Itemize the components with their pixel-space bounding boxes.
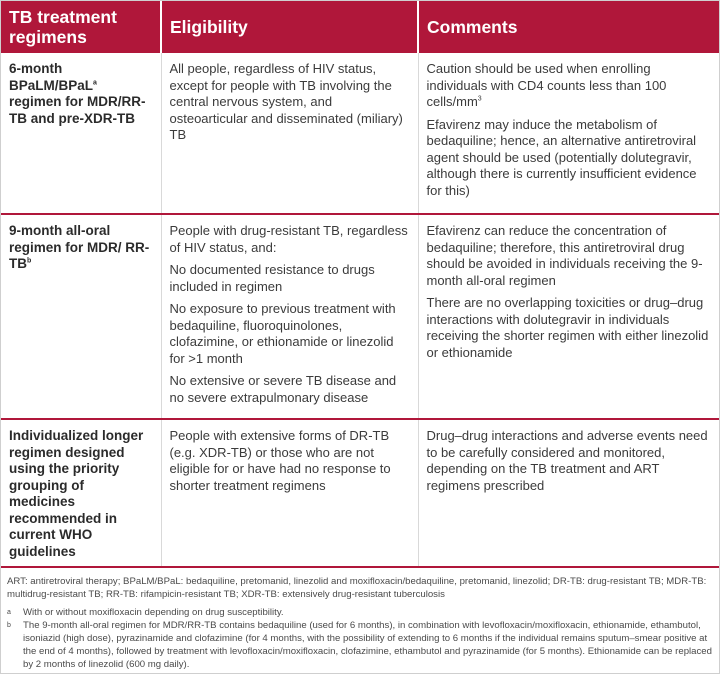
comments-cell: [418, 214, 719, 419]
eligibility-cell: [161, 419, 418, 566]
regimen-cell: [1, 419, 161, 566]
regimen-name: 9-month all-oral regimen for MDR/ RR-TB: [9, 223, 150, 271]
comment-text: Drug–drug interactions and adverse events need to be carefully considered and monitored, depending on the TB treatment and ART regimens prescribed: [426, 428, 708, 493]
table-row: [1, 53, 719, 214]
header-eligibility: Eligibility: [161, 1, 418, 53]
footnote-marker: b: [27, 257, 32, 265]
header-regimens: TB treatment regimens: [1, 1, 161, 53]
footnote: [7, 620, 713, 671]
footnote-mark: a: [7, 608, 11, 616]
comments-cell: [418, 419, 719, 566]
eligibility-text: All people, regardless of HIV status, except for people with TB involving the central nervous system, and osteoarticular and disseminated (miliary) TB: [169, 61, 403, 142]
comment-text: Efavirenz can reduce the concentration of bedaquiline; therefore, this antiretroviral drug should be avoided in individuals receiving the 9-month all-oral regimen: [426, 223, 703, 288]
footnote-mark: b: [7, 622, 11, 630]
comment-text: There are no overlapping toxicities or drug–drug interactions with dolutegravir in individuals receiving the shorter regimen with either linezolid or ethionamide: [426, 295, 709, 360]
regimen-cell: [1, 214, 161, 419]
footnote-text: The 9-month all-oral regimen for MDR/RR-TB contains bedaquiline (used for 6 months), in combination with levofloxacin/moxifloxacin, ethionamide, ethambutol, isoniazid (high dose), pyrazinamide and clofazimine (for 4 months, with the possibility of extending to 6 months if the individual remains sputum–smear positive at the end of 4 months), followed by treatment with levofloxacin/moxifloxacin, clofazimine, ethambutol and pyrazinamide (for 5 months). Ethionamide can be replaced by 2 months of linezolid (600 mg daily).: [23, 620, 712, 670]
regimen-table: [1, 1, 719, 566]
table-row: [1, 419, 719, 566]
comments-cell: [418, 53, 719, 214]
eligibility-text: No extensive or severe TB disease and no severe extrapulmonary disease: [169, 373, 397, 405]
table-notes: [1, 568, 719, 672]
regimen-name-rest: regimen for MDR/RR-TB and pre-XDR-TB: [9, 94, 146, 126]
table-row: [1, 214, 719, 419]
eligibility-text: No exposure to previous treatment with bedaquiline, fluoroquinolones, clofazimine, or ethionamide or linezolid for >1 month: [169, 301, 396, 366]
eligibility-text: People with drug-resistant TB, regardless of HIV status, and:: [169, 223, 408, 255]
footnote-marker: a: [93, 79, 97, 86]
regimen-cell: [1, 53, 161, 214]
regimen-name: 6-month BPaLM/BPaL: [9, 61, 94, 93]
table-header-row: [1, 1, 719, 53]
eligibility-text: People with extensive forms of DR-TB (e.g. XDR-TB) or those who are not eligible for or have had no response to shorter treatment regimens: [169, 428, 391, 493]
comment-text: Efavirenz may induce the metabolism of bedaquiline; hence, an alternative antiretroviral agent should be used (potentially dolutegravir, although there is currently insufficient evidence for this): [426, 116, 697, 198]
eligibility-cell: [161, 53, 418, 214]
footnote-text: With or without moxifloxacin depending on drug susceptibility.: [23, 606, 284, 618]
eligibility-text: No documented resistance to drugs included in regimen: [169, 262, 375, 294]
regimen-name: Individualized longer regimen designed using the priority grouping of medicines recommended in current WHO guidelines: [9, 428, 144, 559]
footnote: [7, 607, 713, 620]
header-comments: Comments: [418, 1, 719, 53]
abbreviations-note: ART: antiretroviral therapy; BPaLM/BPaL: bedaquiline, pretomanid, linezolid and moxifloxacin/bedaquiline, pretomanid, linezolid; DR-TB: drug-resistant TB; MDR-TB: multidrug-resistant TB; RR-TB: rifampicin-resistant TB; XDR-TB: extensively drug-resistant tuberculosis: [7, 576, 707, 600]
eligibility-cell: [161, 214, 418, 419]
comment-text: Caution should be used when enrolling individuals with CD4 counts less than 100 cells/$mm^3$: [426, 61, 667, 109]
